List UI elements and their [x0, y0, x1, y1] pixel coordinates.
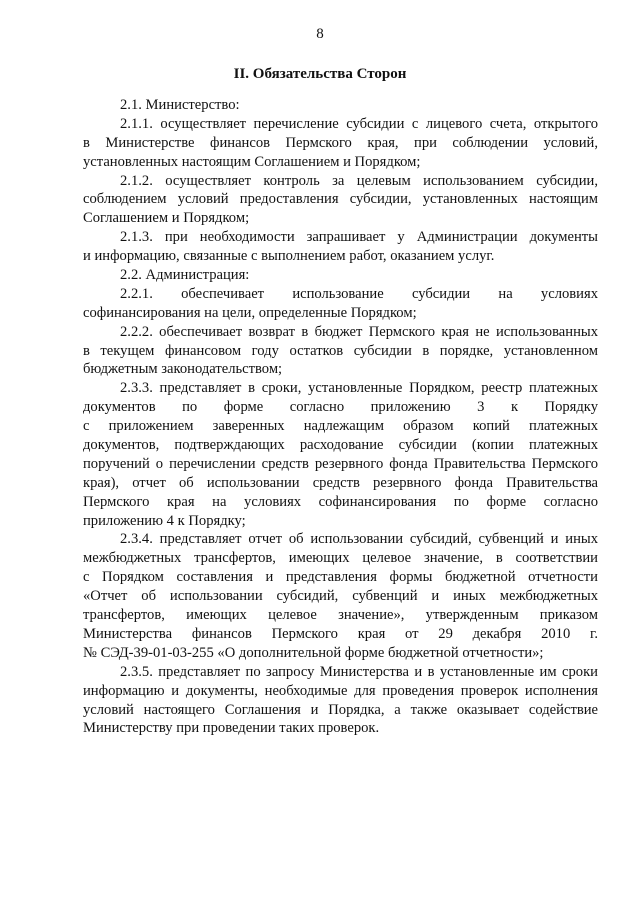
text-line: в Министерстве финансов Пермского края, при соблюдении условий,	[83, 134, 598, 151]
text-line: документов по форме согласно приложению 3 к Порядку	[83, 399, 598, 416]
text-line: документов, подтверждающих расходование субсидии (копии платежных	[83, 437, 598, 454]
text-line: Министерства финансов Пермского края от 29 декабря 2010 г.	[83, 625, 598, 642]
text-line: 2.2. Администрация:	[120, 267, 250, 284]
text-line: межбюджетных трансфертов, имеющих целевое значение, в соответствии	[83, 550, 598, 567]
text-line: 2.3.3. представляет в сроки, установленные Порядком, реестр платежных	[120, 380, 598, 397]
text-line: соблюдением условий предоставления субсидии, установленных настоящим	[83, 191, 598, 208]
text-line: трансфертов, имеющих целевое значение», утвержденным приказом	[83, 607, 598, 624]
text-line: с Порядком составления и представления формы бюджетной отчетности	[83, 569, 598, 586]
text-line: Министерству при проведении таких проверок.	[83, 720, 380, 737]
text-line: поручений о перечислении средств резервного фонда Правительства Пермского	[83, 455, 598, 472]
text-line: 2.1. Министерство:	[120, 97, 240, 113]
text-line: и информацию, связанные с выполнением работ, оказанием услуг.	[83, 248, 495, 265]
section-title: II. Обязательства Сторон	[233, 66, 407, 82]
text-line: 2.2.1. обеспечивает использование субсидии на условиях	[120, 285, 598, 302]
text-line: 2.1.1. осуществляет перечисление субсидии с лицевого счета, открытого	[120, 115, 598, 132]
text-line: 2.3.4. представляет отчет об использовании субсидий, субвенций и иных	[120, 531, 598, 548]
text-line: «Отчет об использовании субсидий, субвенций и иных межбюджетных	[83, 588, 598, 605]
text-line: информацию и документы, необходимые для проведения проверок исполнения	[83, 682, 598, 699]
text-line: приложению 4 к Порядку;	[83, 512, 246, 529]
text-line: № СЭД-39-01-03-255 «О дополнительной форме бюджетной отчетности»;	[83, 644, 544, 661]
text-line: софинансирования на цели, определенные Порядком;	[83, 304, 417, 321]
text-line: с приложением заверенных надлежащим образом копий платежных	[83, 418, 598, 435]
text-line: Пермского края на условиях софинансирования по форме согласно	[83, 493, 598, 510]
page-number: 8	[316, 26, 324, 42]
text-line: 2.2.2. обеспечивает возврат в бюджет Пермского края не использованных	[120, 323, 598, 340]
text-line: установленных настоящим Соглашением и Порядком;	[83, 153, 421, 170]
text-line: 2.3.5. представляет по запросу Министерства и в установленные им сроки	[120, 663, 598, 680]
document-body	[83, 96, 598, 738]
text-line: Соглашением и Порядком;	[83, 210, 250, 227]
text-line: в текущем финансовом году остатков субсидии в порядке, установленном	[83, 342, 598, 359]
text-line: края), отчет об использовании средств резервного фонда Правительства	[83, 474, 598, 491]
text-line: 2.1.3. при необходимости запрашивает у Администрации документы	[120, 229, 598, 246]
text-line: 2.1.2. осуществляет контроль за целевым использованием субсидии,	[120, 172, 598, 189]
text-line: условий настоящего Соглашения и Порядка, а также оказывает содействие	[83, 701, 598, 718]
text-line: бюджетным законодательством;	[83, 361, 283, 378]
